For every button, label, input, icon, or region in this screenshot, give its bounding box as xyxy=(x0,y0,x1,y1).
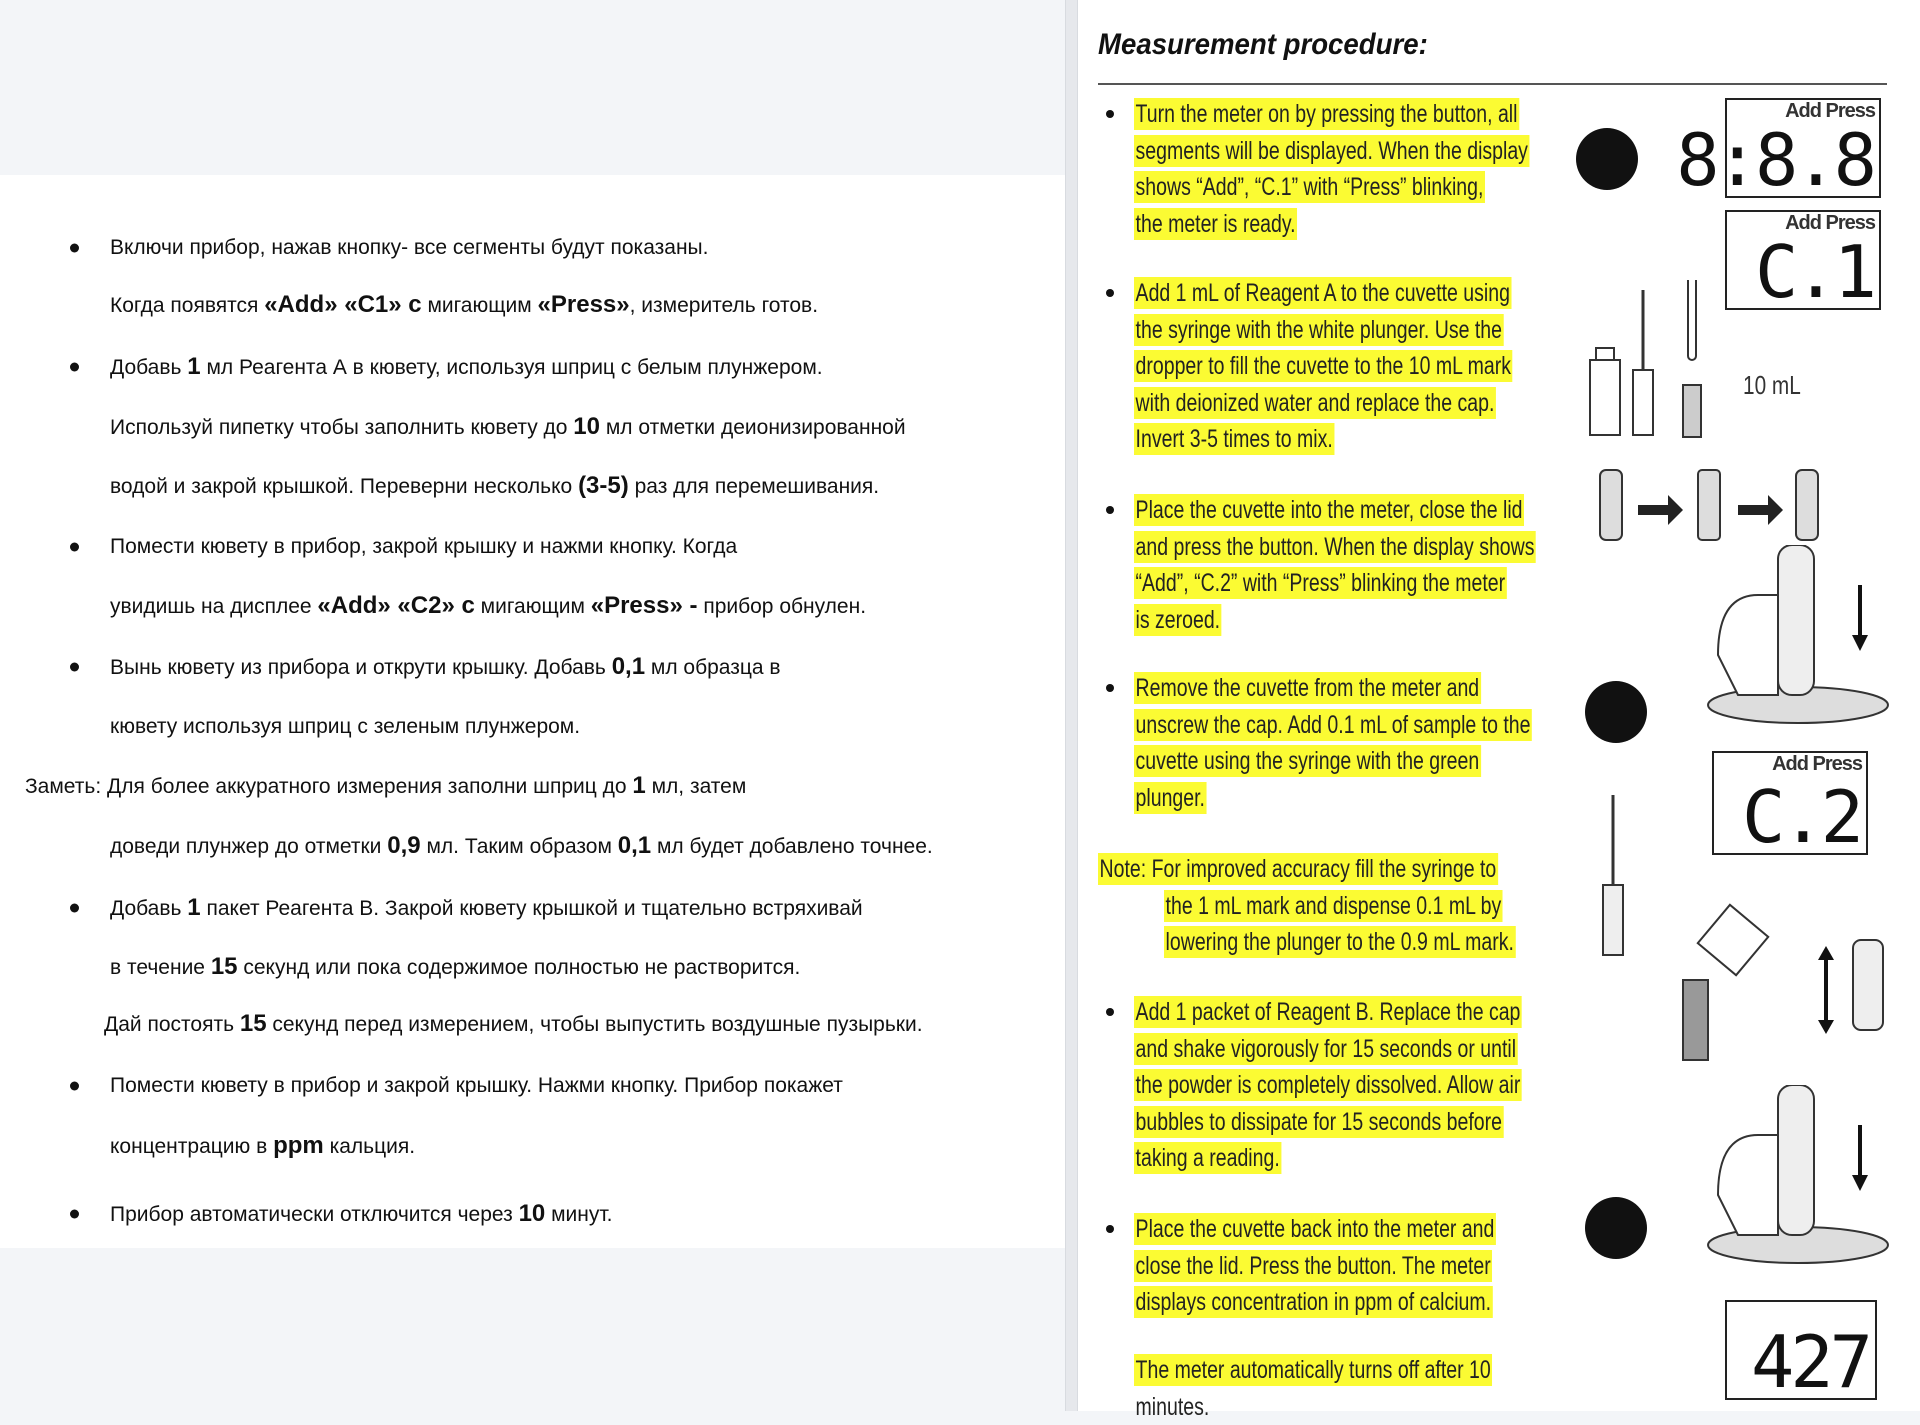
procedure-step xyxy=(1098,1211,1638,1321)
bullet-icon xyxy=(70,363,79,372)
display-label: Add Press xyxy=(1785,212,1875,234)
step-line xyxy=(1098,1284,1638,1321)
bullet-icon xyxy=(70,244,79,253)
step-line xyxy=(1098,312,1638,349)
step-line xyxy=(1098,851,1638,888)
step-line xyxy=(1098,924,1638,961)
display-label: Add Press xyxy=(1772,753,1862,775)
step-line xyxy=(1098,385,1638,422)
display-label: Add Press xyxy=(1785,100,1875,122)
highlighted-text: Remove the cuvette from the meter and xyxy=(1135,674,1480,702)
translation-line: Заметь: Для более аккуратного измерения заполни шприц до 1 мл, затем xyxy=(25,772,747,799)
bullet-icon xyxy=(1106,1225,1114,1233)
highlighted-text: the 1 mL mark and dispense 0.1 mL by xyxy=(1165,891,1502,920)
manual-title: Measurement procedure: xyxy=(1098,28,1428,61)
translation-line: в течение 15 секунд или пока содержимое полностью не растворится. xyxy=(110,953,801,980)
procedure-step xyxy=(1098,670,1638,816)
step-line xyxy=(1098,780,1638,817)
display-value: 8:8.8 xyxy=(1676,118,1873,202)
bullet-icon xyxy=(70,1210,79,1219)
highlighted-text: dropper to fill the cuvette to the 10 mL mark xyxy=(1135,352,1511,381)
step-line xyxy=(1098,348,1638,385)
bullet-icon xyxy=(70,1082,79,1091)
highlighted-text: the meter is ready. xyxy=(1135,209,1296,238)
highlighted-text: plunger. xyxy=(1135,783,1205,812)
highlighted-text: unscrew the cap. Add 0.1 mL of sample to the xyxy=(1135,710,1531,739)
step-line xyxy=(1098,96,1638,133)
translation-line: Добавь 1 пакет Реагента В. Закрой кювету крышкой и тщательно встряхивай xyxy=(110,894,863,921)
step-line xyxy=(1098,169,1638,206)
highlighted-text: the syringe with the white plunger. Use the xyxy=(1135,315,1502,344)
bullet-icon xyxy=(1106,110,1114,118)
highlighted-text: Add 1 mL of Reagent A to the cuvette using xyxy=(1135,279,1510,307)
meter-button-icon xyxy=(1585,1197,1647,1259)
highlighted-text: The meter automatically turns off after 10 xyxy=(1135,1356,1491,1384)
bullet-icon xyxy=(1106,1008,1114,1016)
step-line xyxy=(1098,421,1638,458)
highlighted-text: Place the cuvette back into the meter and xyxy=(1135,1215,1495,1243)
highlighted-text: segments will be displayed. When the display xyxy=(1135,136,1528,165)
lcd-display-result xyxy=(1725,1300,1877,1404)
display-value: 427 xyxy=(1750,1320,1869,1404)
bullet-icon xyxy=(70,663,79,672)
translation-line: концентрацию в ppm кальция. xyxy=(110,1132,416,1159)
highlighted-text: bubbles to dissipate for 15 seconds before xyxy=(1135,1107,1502,1136)
translation-line: Используй пипетку чтобы заполнить кювету до 10 мл отметки деионизированной xyxy=(110,413,906,440)
lcd-display-all-segments xyxy=(1676,98,1881,202)
highlighted-text: the powder is completely dissolved. Allow air xyxy=(1135,1071,1521,1100)
highlighted-text: lowering the plunger to the 0.9 mL mark. xyxy=(1165,928,1514,957)
highlighted-text: cuvette using the syringe with the green xyxy=(1135,747,1480,776)
procedure-step xyxy=(1098,492,1638,638)
highlighted-text: shows “Add”, “C.1” with “Press” blinking, xyxy=(1135,173,1484,202)
procedure-step xyxy=(1098,994,1638,1177)
highlighted-text: close the lid. Press the button. The meter xyxy=(1135,1251,1491,1280)
step-line xyxy=(1098,1140,1638,1177)
translation-line: Когда появятся «Add» «C1» с мигающим «Press», измеритель готов. xyxy=(110,291,819,318)
translation-line: Помести кювету в прибор, закрой крышку и нажми кнопку. Когда xyxy=(110,535,738,558)
meter-insert-illustration xyxy=(1698,1085,1918,1265)
highlighted-text: Add 1 packet of Reagent B. Replace the cap xyxy=(1135,998,1521,1026)
highlighted-text: and press the button. When the display shows xyxy=(1135,532,1535,561)
meter-insert-illustration xyxy=(1698,545,1918,725)
step-line xyxy=(1098,133,1638,170)
step-line xyxy=(1098,1211,1638,1248)
page-divider xyxy=(1065,0,1078,1411)
english-manual-panel xyxy=(1078,0,1920,1421)
highlighted-text: taking a reading. xyxy=(1135,1144,1280,1173)
translation-line: Добавь 1 мл Реагента А в кювету, используя шприц с белым плунжером. xyxy=(110,353,823,380)
step-line xyxy=(1098,1248,1638,1285)
reagent-bottles-illustration xyxy=(1588,280,1718,440)
procedure-step xyxy=(1098,851,1638,961)
highlighted-text: is zeroed. xyxy=(1135,605,1221,634)
translation-line: Помести кювету в прибор и закрой крышку. Нажми кнопку. Прибор покажет xyxy=(110,1074,843,1097)
title-rule xyxy=(1098,83,1887,85)
display-value: C.1 xyxy=(1754,230,1873,314)
translation-line: кювету используя шприц с зеленым плунжером. xyxy=(110,715,581,738)
step-line xyxy=(1098,1104,1638,1141)
translation-line: Дай постоять 15 секунд перед измерением, чтобы выпустить воздушные пузырьки. xyxy=(104,1010,923,1037)
step-line xyxy=(1098,602,1638,639)
step-line xyxy=(1098,743,1638,780)
step-line xyxy=(1098,529,1638,566)
step-line xyxy=(1098,888,1638,925)
highlighted-text: Turn the meter on by pressing the button, all xyxy=(1135,100,1518,128)
highlighted-text: Place the cuvette into the meter, close the lid xyxy=(1135,496,1523,524)
highlighted-text: and shake vigorously for 15 seconds or until xyxy=(1135,1034,1517,1063)
step-line xyxy=(1098,1031,1638,1068)
highlighted-text: Note: For improved accuracy fill the syringe to xyxy=(1099,855,1497,883)
highlighted-text: Invert 3-5 times to mix. xyxy=(1135,425,1333,454)
bullet-icon xyxy=(1106,506,1114,514)
step-line xyxy=(1098,206,1638,243)
display-value: C.2 xyxy=(1741,775,1860,859)
bullet-icon xyxy=(1106,684,1114,692)
syringe-packet-illustration xyxy=(1588,795,1908,1075)
highlighted-text: “Add”, “C.2” with “Press” blinking the meter xyxy=(1135,569,1506,598)
translation-line: Включи прибор, нажав кнопку- все сегменты будут показаны. xyxy=(110,236,709,259)
translation-line: Прибор автоматически отключится через 10 минут. xyxy=(110,1200,613,1227)
procedure-step xyxy=(1098,96,1638,242)
procedure-step xyxy=(1098,275,1638,458)
step-line xyxy=(1098,275,1638,312)
procedure-step xyxy=(1098,1352,1638,1425)
step-line xyxy=(1098,1352,1638,1389)
cuvette-invert-illustration xyxy=(1598,465,1828,545)
step-line xyxy=(1098,1067,1638,1104)
step-line xyxy=(1098,565,1638,602)
translation-line: водой и закрой крышкой. Переверни несколько (3-5) раз для перемешивания. xyxy=(110,472,880,499)
bullet-icon xyxy=(70,904,79,913)
russian-translation-panel xyxy=(0,175,1065,1248)
step-line xyxy=(1098,707,1638,744)
step-text: minutes. xyxy=(1135,1392,1210,1421)
translation-line: Вынь кювету из прибора и открути крышку. Добавь 0,1 мл образца в xyxy=(110,653,781,680)
bullet-icon xyxy=(70,543,79,552)
highlighted-text: with deionized water and replace the cap. xyxy=(1135,388,1495,417)
volume-label: 10 mL xyxy=(1743,370,1801,400)
meter-button-icon xyxy=(1576,128,1638,190)
lcd-display-c1 xyxy=(1725,210,1881,314)
translation-line: увидишь на дисплее «Add» «C2» с мигающим «Press» - прибор обнулен. xyxy=(110,592,867,619)
step-line xyxy=(1098,994,1638,1031)
translation-line: доведи плунжер до отметки 0,9 мл. Таким образом 0,1 мл будет добавлено точнее. xyxy=(110,832,933,859)
highlighted-text: displays concentration in ppm of calcium. xyxy=(1135,1288,1492,1317)
bullet-icon xyxy=(1106,289,1114,297)
meter-button-icon xyxy=(1585,681,1647,743)
step-line xyxy=(1098,670,1638,707)
step-line xyxy=(1098,492,1638,529)
